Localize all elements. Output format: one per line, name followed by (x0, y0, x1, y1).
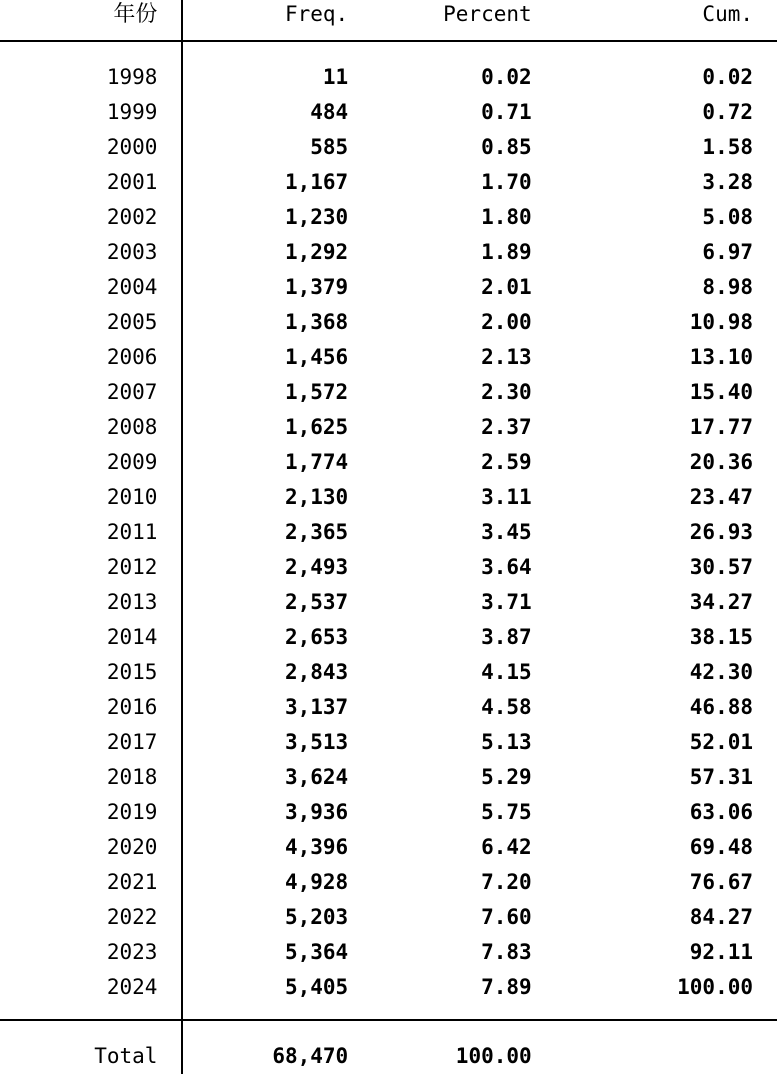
table-row (0, 900, 777, 935)
table-row (0, 165, 777, 200)
cell-cum: 63.06 (689, 800, 753, 824)
cell-percent: 2.37 (481, 415, 532, 439)
cell-cum: 20.36 (689, 450, 753, 474)
cell-freq: 2,843 (182, 655, 372, 690)
cell-percent: 1.80 (481, 205, 532, 229)
cell-year: 2001 (106, 170, 158, 194)
table-row (0, 620, 777, 655)
cell-percent: 1.70 (481, 170, 532, 194)
cell-freq: 4,396 (182, 830, 372, 865)
cell-percent: 5.75 (481, 800, 532, 824)
cell-freq: 2,365 (182, 515, 372, 550)
cell-freq: 5,203 (182, 900, 372, 935)
cell-cum: 84.27 (689, 905, 753, 929)
cell-year: 2006 (106, 345, 158, 369)
cell-cum: 38.15 (689, 625, 753, 649)
table-row (0, 60, 777, 95)
cell-cum: 26.93 (689, 520, 753, 544)
cell-freq: 3,936 (182, 795, 372, 830)
cell-percent: 2.01 (481, 275, 532, 299)
cell-percent: 3.71 (481, 590, 532, 614)
cell-year: 1999 (106, 100, 158, 124)
cell-percent: 3.64 (481, 555, 532, 579)
cell-cum: 57.31 (689, 765, 753, 789)
cell-freq: 1,167 (182, 165, 372, 200)
cell-year: 2004 (106, 275, 158, 299)
cell-year: 2007 (106, 380, 158, 404)
table-row (0, 95, 777, 130)
cell-cum: 10.98 (689, 310, 753, 334)
cell-percent: 2.59 (481, 450, 532, 474)
table-row (0, 585, 777, 620)
cell-freq: 4,928 (182, 865, 372, 900)
table-row (0, 725, 777, 760)
cell-freq: 2,653 (182, 620, 372, 655)
cell-percent: 3.87 (481, 625, 532, 649)
cell-year: 2010 (106, 485, 158, 509)
table-row (0, 445, 777, 480)
cell-cum: 52.01 (689, 730, 753, 754)
cell-cum: 0.72 (702, 100, 753, 124)
cell-year: 2014 (106, 625, 158, 649)
header-gap (0, 41, 777, 60)
table-row (0, 480, 777, 515)
cell-percent: 0.85 (481, 135, 532, 159)
cell-cum: 6.97 (702, 240, 753, 264)
cell-year: 2019 (106, 800, 158, 824)
table-row (0, 200, 777, 235)
cell-freq: 484 (182, 95, 372, 130)
cell-percent: 5.29 (481, 765, 532, 789)
cell-freq: 1,456 (182, 340, 372, 375)
cell-freq: 3,137 (182, 690, 372, 725)
cell-cum: 42.30 (689, 660, 753, 684)
column-header-cum: Cum. (702, 2, 753, 26)
cell-total-cum (556, 1039, 777, 1074)
cell-year: 2018 (106, 765, 158, 789)
cell-cum: 46.88 (689, 695, 753, 719)
cell-cum: 3.28 (702, 170, 753, 194)
cell-cum: 92.11 (689, 940, 753, 964)
total-gap (0, 1005, 777, 1019)
table-row (0, 970, 777, 1005)
cell-year: 2008 (106, 415, 158, 439)
cell-cum: 5.08 (702, 205, 753, 229)
total-spacer (0, 1020, 777, 1039)
table-row (0, 305, 777, 340)
cell-percent: 0.71 (481, 100, 532, 124)
cell-freq: 3,513 (182, 725, 372, 760)
table-row (0, 935, 777, 970)
column-header-percent: Percent (443, 2, 532, 26)
cell-percent: 2.00 (481, 310, 532, 334)
column-header-year: 年份 (113, 2, 158, 27)
table-row (0, 655, 777, 690)
cell-percent: 1.89 (481, 240, 532, 264)
cell-year: 2009 (106, 450, 158, 474)
cell-cum: 34.27 (689, 590, 753, 614)
cell-percent: 2.30 (481, 380, 532, 404)
table-row (0, 375, 777, 410)
cell-cum: 15.40 (689, 380, 753, 404)
table-row (0, 795, 777, 830)
cell-total-freq: 68,470 (182, 1039, 372, 1074)
cell-total-label: Total (94, 1044, 158, 1068)
table-row (0, 830, 777, 865)
cell-cum: 0.02 (702, 65, 753, 89)
cell-freq: 3,624 (182, 760, 372, 795)
cell-freq: 1,379 (182, 270, 372, 305)
cell-cum: 8.98 (702, 275, 753, 299)
total-row (0, 1039, 777, 1074)
cell-cum: 76.67 (689, 870, 753, 894)
cell-freq: 1,368 (182, 305, 372, 340)
cell-percent: 7.89 (481, 975, 532, 999)
cell-cum: 17.77 (689, 415, 753, 439)
cell-percent: 2.13 (481, 345, 532, 369)
cell-freq: 2,493 (182, 550, 372, 585)
table-row (0, 340, 777, 375)
cell-cum: 1.58 (702, 135, 753, 159)
cell-freq: 1,774 (182, 445, 372, 480)
cell-freq: 1,572 (182, 375, 372, 410)
cell-year: 2020 (106, 835, 158, 859)
cell-cum: 13.10 (689, 345, 753, 369)
table-row (0, 550, 777, 585)
cell-year: 2002 (106, 205, 158, 229)
table-row (0, 690, 777, 725)
column-header-freq: Freq. (182, 0, 372, 40)
cell-percent: 3.11 (481, 485, 532, 509)
table-row (0, 760, 777, 795)
table-row (0, 410, 777, 445)
cell-cum: 100.00 (677, 975, 753, 999)
cell-percent: 4.58 (481, 695, 532, 719)
table-row (0, 515, 777, 550)
cell-year: 2021 (106, 870, 158, 894)
cell-year: 2013 (106, 590, 158, 614)
cell-percent: 7.20 (481, 870, 532, 894)
cell-freq: 1,230 (182, 200, 372, 235)
cell-percent: 0.02 (481, 65, 532, 89)
cell-total-percent: 100.00 (455, 1044, 532, 1068)
cell-cum: 30.57 (689, 555, 753, 579)
cell-freq: 1,625 (182, 410, 372, 445)
table-row (0, 130, 777, 165)
cell-year: 2017 (106, 730, 158, 754)
cell-year: 2011 (106, 520, 158, 544)
cell-year: 2005 (106, 310, 158, 334)
cell-freq: 5,364 (182, 935, 372, 970)
table-header-row (0, 0, 777, 40)
cell-year: 2003 (106, 240, 158, 264)
cell-year: 2000 (106, 135, 158, 159)
cell-year: 2022 (106, 905, 158, 929)
cell-freq: 11 (182, 60, 372, 95)
cell-freq: 2,130 (182, 480, 372, 515)
cell-year: 1998 (106, 65, 158, 89)
table-row (0, 270, 777, 305)
cell-year: 2016 (106, 695, 158, 719)
cell-freq: 1,292 (182, 235, 372, 270)
cell-year: 2012 (106, 555, 158, 579)
cell-year: 2023 (106, 940, 158, 964)
cell-percent: 7.60 (481, 905, 532, 929)
cell-percent: 6.42 (481, 835, 532, 859)
cell-freq: 2,537 (182, 585, 372, 620)
cell-percent: 7.83 (481, 940, 532, 964)
cell-percent: 4.15 (481, 660, 532, 684)
cell-freq: 585 (182, 130, 372, 165)
cell-percent: 5.13 (481, 730, 532, 754)
table-row (0, 865, 777, 900)
cell-freq: 5,405 (182, 970, 372, 1005)
cell-cum: 69.48 (689, 835, 753, 859)
table-row (0, 235, 777, 270)
cell-year: 2015 (106, 660, 158, 684)
cell-cum: 23.47 (689, 485, 753, 509)
cell-percent: 3.45 (481, 520, 532, 544)
cell-year: 2024 (106, 975, 158, 999)
